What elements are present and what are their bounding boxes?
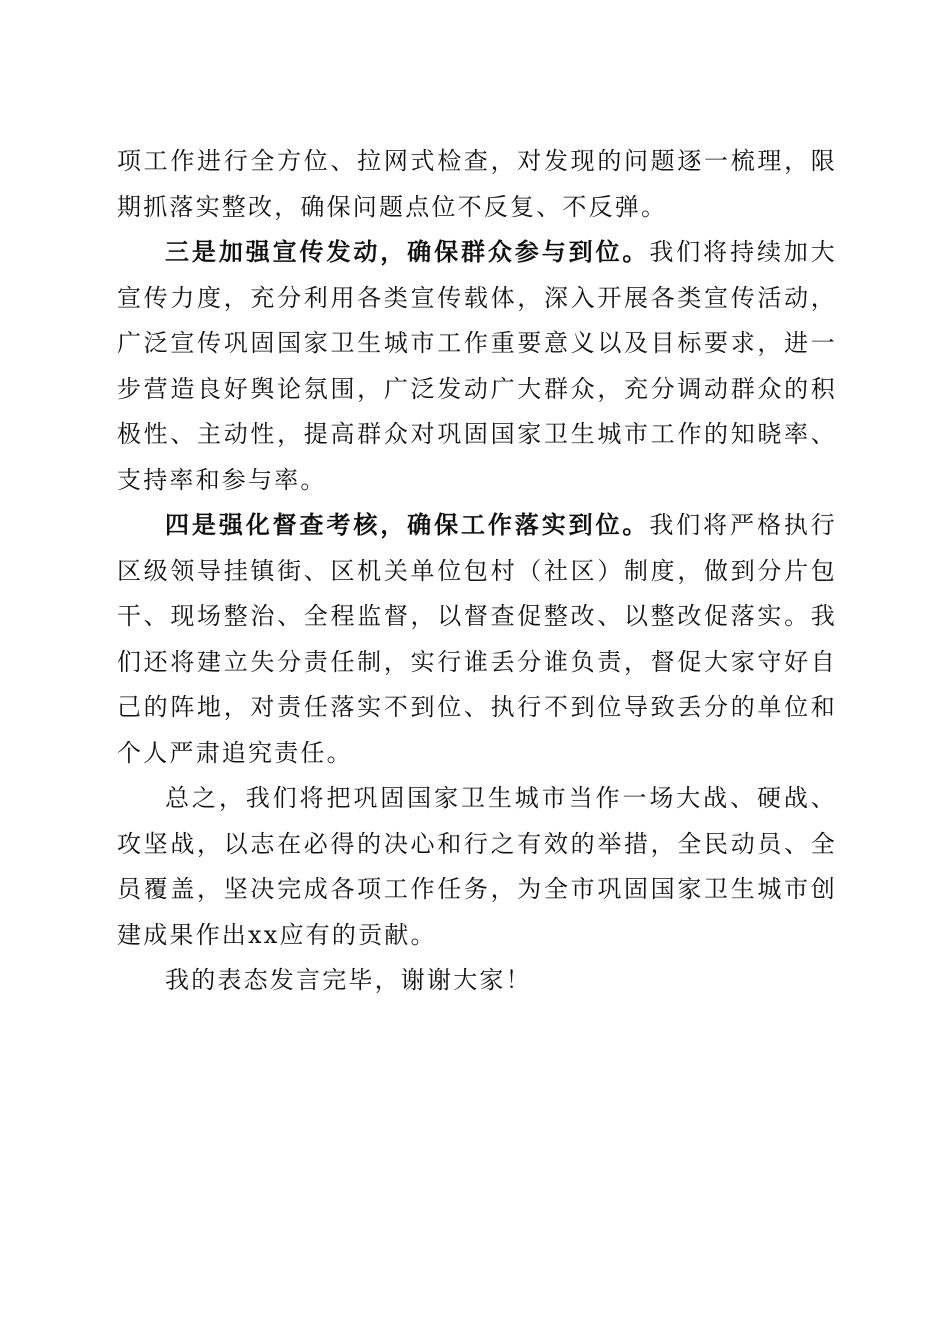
- paragraph-summary: [117, 776, 837, 958]
- paragraph-publicity: [117, 230, 837, 503]
- paragraph-heading: 三是加强宣传发动，确保群众参与到位。: [165, 238, 650, 266]
- paragraph-supervision: [117, 503, 837, 776]
- paragraph-text: 我的表态发言完毕，谢谢大家！: [165, 966, 532, 994]
- paragraph-closing: [117, 958, 837, 1004]
- paragraph-continuation: [117, 139, 837, 230]
- paragraph-text: 总之，我们将把巩固国家卫生城市当作一场大战、硬战、攻坚战，以志在必得的决心和行之有效的举措，全民动员、全员覆盖，坚决完成各项工作任务，为全市巩固国家卫生城市创建成果作出xx应有的贡献。: [117, 784, 837, 949]
- document-body: [117, 139, 837, 1004]
- paragraph-heading: 四是强化督查考核，确保工作落实到位。: [165, 511, 650, 539]
- paragraph-text: 我们将严格执行区级领导挂镇街、区机关单位包村（社区）制度，做到分片包干、现场整治、全程监督，以督查促整改、以整改促落实。我们还将建立失分责任制，实行谁丢分谁负责，督促大家守好自己的阵地，对责任落实不到位、执行不到位导致丢分的单位和个人严肃追究责任。: [117, 511, 837, 767]
- paragraph-text: 项工作进行全方位、拉网式检查，对发现的问题逐一梳理，限期抓落实整改，确保问题点位不反复、不反弹。: [117, 147, 837, 221]
- paragraph-text: 我们将持续加大宣传力度，充分利用各类宣传载体，深入开展各类宣传活动，广泛宣传巩固国家卫生城市工作重要意义以及目标要求，进一步营造良好舆论氛围，广泛发动广大群众，充分调动群众的积极性、主动性，提高群众对巩固国家卫生城市工作的知晓率、支持率和参与率。: [117, 238, 837, 494]
